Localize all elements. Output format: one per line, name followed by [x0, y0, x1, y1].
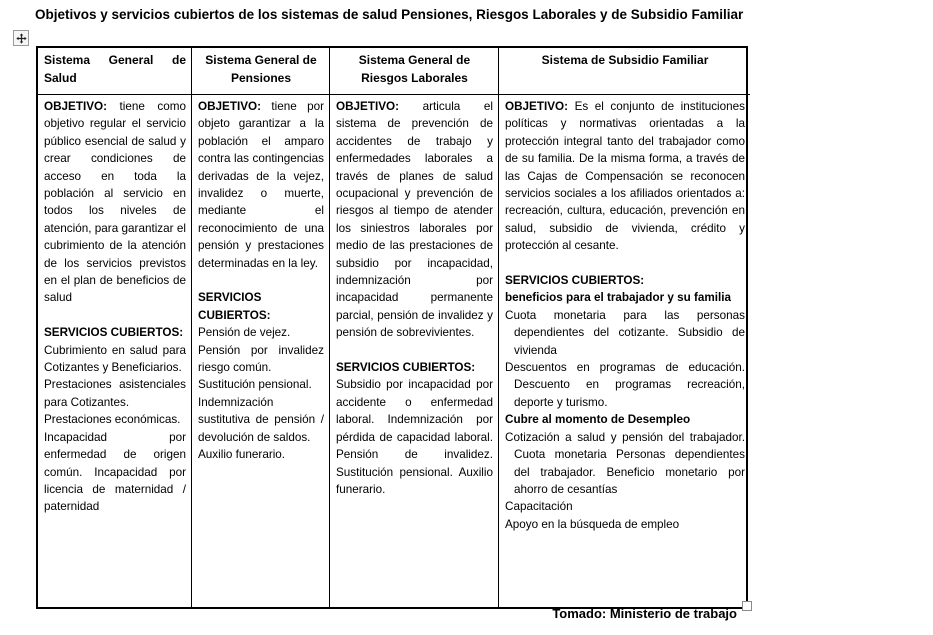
cell-salud [38, 95, 192, 607]
service-item: Apoyo en la búsqueda de empleo [505, 517, 680, 531]
service-item: Pensión de vejez. [198, 326, 291, 340]
service-item: Cubrimiento en salud para Cotizantes y Beneficiarios. [44, 343, 186, 375]
column-header-pensiones: Sistema General de Pensiones [192, 48, 330, 95]
objetivo-label: OBJETIVO: [336, 100, 399, 113]
servicios-label: SERVICIOS CUBIERTOS: [198, 291, 271, 322]
table-move-handle-icon[interactable] [13, 30, 29, 46]
cell-subsidio [499, 95, 750, 607]
service-item: Sustitución pensional. [198, 378, 312, 392]
service-item: Subsidio por incapacidad por accidente o enfermedad laboral. Indemnización por pérdida de capacidad laboral. Pensión de invalidez. Sustitución pensional. Auxilio funerario. [336, 378, 493, 496]
objetivo-text: Es el conjunto de instituciones políticas y normativas orientadas a la protección integral tanto del trabajador como de su familia. De la misma forma, a través de las Cajas de Compensación se reconocen servicios sociales a los afiliados orientados a: recreación, cultura, educación, prevención en salud, subsidio de vivienda, crédito y protección al cesante. [505, 100, 746, 253]
desempleo-heading: Cubre al momento de Desempleo [505, 413, 691, 427]
service-item: Prestaciones económicas. [44, 413, 181, 427]
document-title: Objetivos y servicios cubiertos de los sistemas de salud Pensiones, Riesgos Laborales y de Subsidio Familiar [35, 7, 744, 22]
beneficios-heading: beneficios para el trabajador y su familia [505, 291, 732, 305]
source-note: Tomado: Ministerio de trabajo [552, 606, 737, 621]
objetivo-text: tiene como objetivo regular el servicio público esencial de salud y crear condiciones de acceso en toda la población al servicio en todos los niveles de atención, para garantizar el cubrimiento de la atención de los servicios previstos en el plan de beneficios de salud [44, 100, 187, 305]
comparison-table [36, 46, 748, 609]
objetivo-label: OBJETIVO: [44, 100, 107, 113]
column-header-subsidio: Sistema de Subsidio Familiar [499, 48, 750, 95]
objetivo-text: articula el sistema de prevención de accidentes de trabajo y enfermedades laborales a través de planes de salud ocupacional y prevención de riesgos al tiempo de atender los siniestros laborales por medio de las prestaciones de subsidio por incapacidad, indemnización por incapacidad permanente parcial, pensión de invalidez y pensión de sobrevivientes. [336, 100, 493, 340]
service-item: Cotización a salud y pensión del trabajador. Cuota monetaria Personas dependientes del trabajador. Beneficio monetario por ahorro de cesantías [505, 430, 745, 496]
column-header-riesgos: Sistema General de Riesgos Laborales [330, 48, 499, 95]
service-item: Incapacidad por enfermedad de origen común. Incapacidad por licencia de maternidad / paternidad [44, 430, 186, 514]
spacer [44, 307, 186, 324]
service-item: Capacitación [505, 500, 573, 514]
spacer [336, 342, 493, 359]
cell-riesgos [330, 95, 499, 607]
cell-pensiones [192, 95, 330, 607]
objetivo-paragraph [505, 98, 745, 255]
objetivo-label: OBJETIVO: [505, 100, 568, 113]
objetivo-paragraph [336, 98, 493, 342]
service-item: Indemnización sustitutiva de pensión / devolución de saldos. [198, 395, 324, 444]
servicios-label: SERVICIOS CUBIERTOS: [336, 361, 476, 375]
objetivo-paragraph [198, 98, 324, 272]
column-header-salud: Sistema General de Salud [38, 48, 192, 95]
spacer [505, 255, 745, 272]
service-item: Descuentos en programas de educación. Descuento en programas recreación, deporte y turismo. [505, 361, 745, 409]
service-item: Cuota monetaria para las personas dependientes del cotizante. Subsidio de vivienda [505, 308, 745, 357]
four-arrows-icon [16, 33, 27, 44]
objetivo-text: tiene por objeto garantizar a la población el amparo contra las contingencias derivadas de la vejez, invalidez o muerte, mediante el reconocimiento de una pensión y prestaciones determinadas en la ley. [198, 100, 325, 270]
service-item: Auxilio funerario. [198, 448, 286, 462]
service-item: Prestaciones asistenciales para Cotizantes. [44, 378, 186, 409]
objetivo-paragraph [44, 98, 186, 307]
servicios-label: SERVICIOS CUBIERTOS: [44, 326, 184, 340]
spacer [198, 272, 324, 289]
objetivo-label: OBJETIVO: [198, 100, 261, 113]
servicios-label: SERVICIOS CUBIERTOS: [505, 274, 645, 288]
table-resize-handle[interactable] [742, 601, 752, 611]
service-item: Pensión por invalidez riesgo común. [198, 343, 324, 375]
